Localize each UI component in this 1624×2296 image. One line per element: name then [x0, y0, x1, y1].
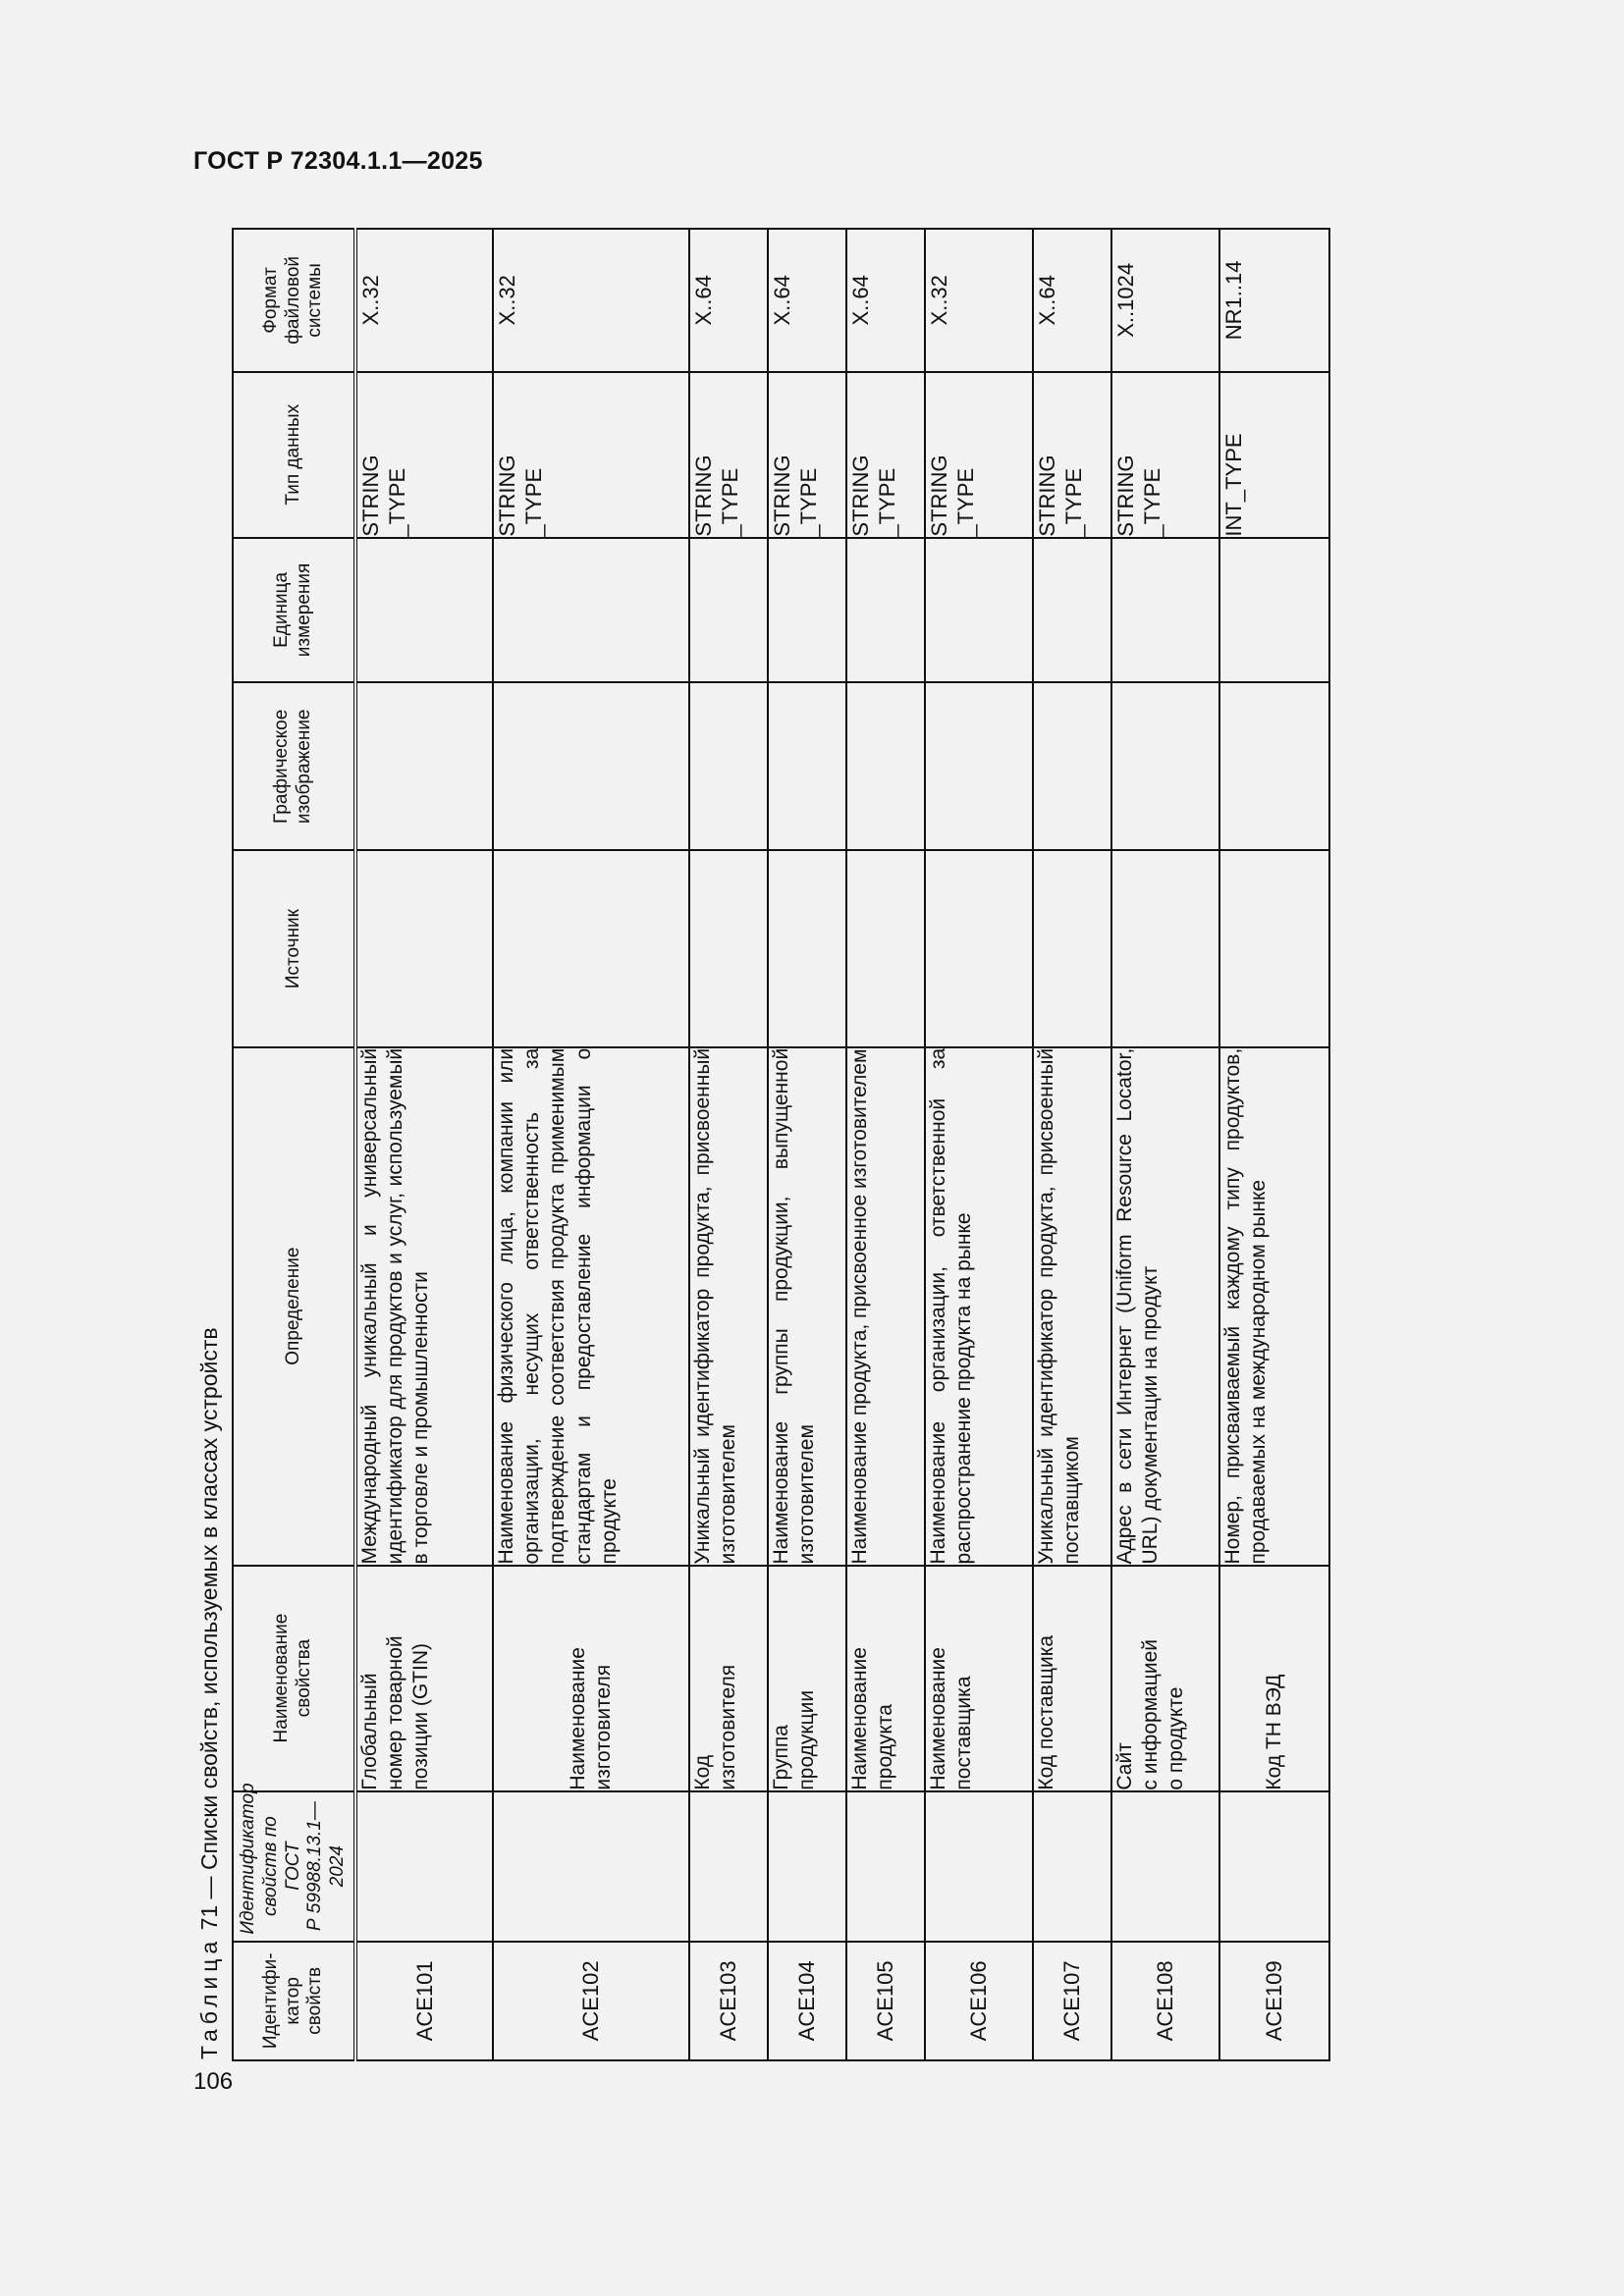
- cell-unit: [846, 538, 925, 683]
- cell-gost-id: [1219, 1791, 1329, 1942]
- cell-property-id: ACE107: [1033, 1942, 1111, 2060]
- cell-property-name: Наименование продукта: [846, 1566, 925, 1791]
- cell-unit: [768, 538, 846, 683]
- col-header-data-type: Тип данных: [233, 372, 355, 538]
- cell-property-id: ACE108: [1111, 1942, 1219, 2060]
- cell-unit: [689, 538, 768, 683]
- col-header-definition: Определение: [233, 1047, 355, 1566]
- cell-unit: [925, 538, 1033, 683]
- table-caption: [196, 1327, 223, 2059]
- document-code: ГОСТ Р 72304.1.1—2025: [193, 147, 483, 175]
- cell-data-type: STRING _TYPE: [1111, 372, 1219, 538]
- table-row: [355, 229, 493, 2060]
- cell-data-type: STRING _TYPE: [846, 372, 925, 538]
- table-caption-text: 71 — Списки свойств, используемых в классах устройств: [196, 1327, 222, 1931]
- page-number: 106: [193, 2068, 234, 2095]
- cell-definition: Адрес в сети Интернет (Uniform Resource Locator, URL) документации на продукт: [1111, 1047, 1219, 1566]
- cell-data-type: STRING _TYPE: [493, 372, 689, 538]
- cell-unit: [1033, 538, 1111, 683]
- cell-gost-id: [689, 1791, 768, 1942]
- cell-gost-id: [925, 1791, 1033, 1942]
- properties-table: [232, 228, 1330, 2061]
- rotated-table-block: [192, 228, 1371, 2061]
- cell-gost-id: [355, 1791, 493, 1942]
- cell-data-type: STRING _TYPE: [689, 372, 768, 538]
- cell-property-name: Наименование изготовителя: [493, 1566, 689, 1791]
- col-header-unit: Единица измерения: [233, 538, 355, 683]
- cell-property-id: ACE103: [689, 1942, 768, 2060]
- cell-source: [925, 850, 1033, 1047]
- col-header-source: Источник: [233, 850, 355, 1047]
- cell-property-id: ACE109: [1219, 1942, 1329, 2060]
- cell-graphic-image: [689, 682, 768, 850]
- cell-data-type: STRING _TYPE: [1033, 372, 1111, 538]
- cell-unit: [355, 538, 493, 683]
- cell-graphic-image: [925, 682, 1033, 850]
- cell-unit: [1219, 538, 1329, 683]
- cell-gost-id: [493, 1791, 689, 1942]
- col-header-property-id: Идентифи- катор свойств: [233, 1942, 355, 2060]
- cell-property-id: ACE106: [925, 1942, 1033, 2060]
- cell-property-name: Наименование поставщика: [925, 1566, 1033, 1791]
- cell-graphic-image: [1219, 682, 1329, 850]
- cell-source: [1111, 850, 1219, 1047]
- table-row: [1111, 229, 1219, 2060]
- cell-graphic-image: [768, 682, 846, 850]
- cell-file-format: X..32: [493, 229, 689, 372]
- cell-file-format: X..64: [768, 229, 846, 372]
- cell-source: [1219, 850, 1329, 1047]
- cell-gost-id: [768, 1791, 846, 1942]
- cell-file-format: NR1..14: [1219, 229, 1329, 372]
- cell-gost-id: [1111, 1791, 1219, 1942]
- table-row: [689, 229, 768, 2060]
- table-row: [768, 229, 846, 2060]
- cell-graphic-image: [1111, 682, 1219, 850]
- col-header-property-name: Наименование свойства: [233, 1566, 355, 1791]
- cell-property-name: Группа продукции: [768, 1566, 846, 1791]
- cell-property-id: ACE104: [768, 1942, 846, 2060]
- cell-data-type: STRING _TYPE: [355, 372, 493, 538]
- cell-file-format: X..1024: [1111, 229, 1219, 372]
- cell-file-format: X..64: [846, 229, 925, 372]
- cell-graphic-image: [493, 682, 689, 850]
- table-row: [925, 229, 1033, 2060]
- cell-gost-id: [846, 1791, 925, 1942]
- col-header-graphic-image: Графическое изображение: [233, 682, 355, 850]
- table-row: [846, 229, 925, 2060]
- cell-definition: Наименование продукта, присвоенное изготовителем: [846, 1047, 925, 1566]
- cell-definition: Наименование организации, ответственной за распространение продукта на рынке: [925, 1047, 1033, 1566]
- cell-property-name: Код поставщика: [1033, 1566, 1111, 1791]
- cell-file-format: X..64: [1033, 229, 1111, 372]
- cell-unit: [1111, 538, 1219, 683]
- cell-graphic-image: [1033, 682, 1111, 850]
- table-row: [1219, 229, 1329, 2060]
- cell-definition: Наименование группы продукции, выпущенной изготовителем: [768, 1047, 846, 1566]
- cell-graphic-image: [355, 682, 493, 850]
- cell-definition: Международный уникальный и универсальный идентификатор для продуктов и услуг, используемый в торговле и промышленности: [355, 1047, 493, 1566]
- cell-data-type: STRING _TYPE: [925, 372, 1033, 538]
- cell-gost-id: [1033, 1791, 1111, 1942]
- cell-file-format: X..32: [925, 229, 1033, 372]
- cell-data-type: INT_TYPE: [1219, 372, 1329, 538]
- table-header-row: [233, 229, 355, 2060]
- cell-unit: [493, 538, 689, 683]
- cell-data-type: STRING _TYPE: [768, 372, 846, 538]
- cell-source: [1033, 850, 1111, 1047]
- cell-property-name: Глобальный номер товарной позиции (GTIN): [355, 1566, 493, 1791]
- table-row: [1033, 229, 1111, 2060]
- cell-source: [355, 850, 493, 1047]
- cell-file-format: X..32: [355, 229, 493, 372]
- table-caption-label: Таблица: [196, 1936, 222, 2059]
- col-header-gost-property-id: Идентификатор свойств по ГОСТ Р 59988.13.1— 2024: [233, 1791, 355, 1942]
- cell-definition: Уникальный идентификатор продукта, присвоенный поставщиком: [1033, 1047, 1111, 1566]
- cell-source: [493, 850, 689, 1047]
- cell-definition: Номер, присваиваемый каждому типу продуктов, продаваемых на международном рынке: [1219, 1047, 1329, 1566]
- cell-property-name: Сайт с информацией о продукте: [1111, 1566, 1219, 1791]
- cell-source: [846, 850, 925, 1047]
- col-header-file-format: Формат файловой системы: [233, 229, 355, 372]
- cell-property-id: ACE105: [846, 1942, 925, 2060]
- table-row: [493, 229, 689, 2060]
- cell-property-id: ACE102: [493, 1942, 689, 2060]
- cell-property-id: ACE101: [355, 1942, 493, 2060]
- cell-definition: Наименование физического лица, компании или организации, несущих ответственность за подтверждение соответствия продукта применимым стандартам и предоставление информации о продукте: [493, 1047, 689, 1566]
- cell-source: [768, 850, 846, 1047]
- cell-definition: Уникальный идентификатор продукта, присвоенный изготовителем: [689, 1047, 768, 1566]
- cell-property-name: Код изготовителя: [689, 1566, 768, 1791]
- cell-source: [689, 850, 768, 1047]
- cell-graphic-image: [846, 682, 925, 850]
- cell-property-name: Код ТН ВЭД: [1219, 1566, 1329, 1791]
- cell-file-format: X..64: [689, 229, 768, 372]
